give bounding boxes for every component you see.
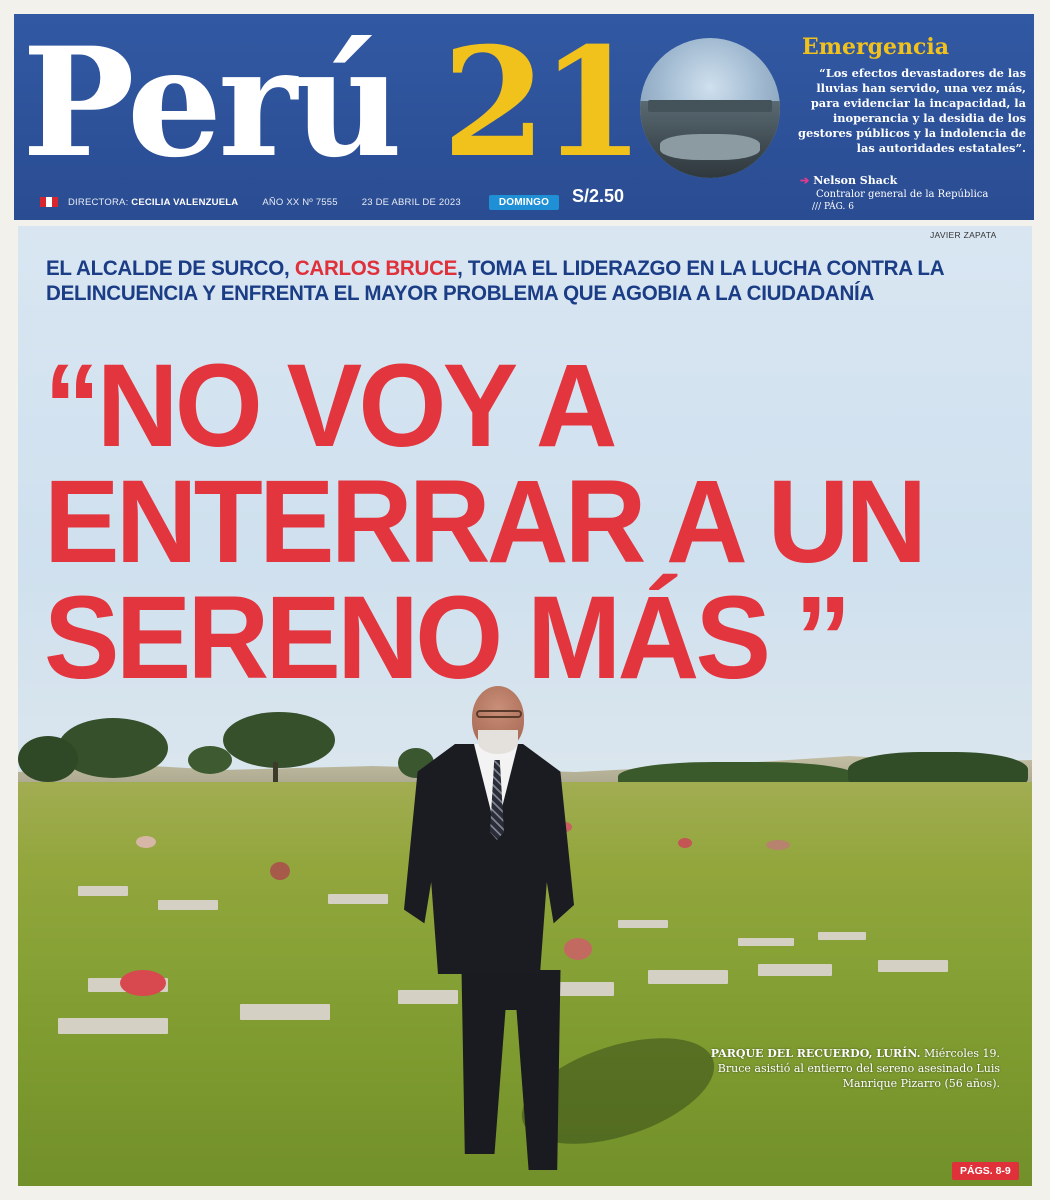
teaser-title: Emergencia [802,34,950,60]
teaser-author-role: Contralor general de la República [816,189,989,200]
masthead [14,14,1034,220]
main-headline [44,340,924,704]
grave-plaque [158,900,218,910]
day-badge: DOMINGO [489,195,559,210]
peru-flag-icon [40,197,58,207]
teaser-page-ref: /// PÁG. 6 [812,202,855,212]
grave-plaque [818,932,866,940]
logo-word: Perú [22,15,399,191]
teaser-photo [640,38,780,178]
grave-plaque [78,886,128,896]
issue-date: 23 DE ABRIL DE 2023 [361,196,461,208]
man-beard [478,730,518,754]
teaser-author: ➔ Nelson Shack Contralor general de la República /// PÁG. 6 [800,174,1030,212]
grave-plaque [240,1004,330,1020]
tree [18,736,78,782]
flower-arrangement [766,840,790,850]
grave-plaque [738,938,794,946]
flower-arrangement [564,938,592,960]
teaser-quote: “Los efectos devastadores de las lluvias han servido, una vez más, para evidenciar la incapacidad, la inoperancia y la desidia de los gestores públicos y la indolencia de las autoridades estatales”. [798,66,1026,155]
deck-headline: EL ALCALDE DE SURCO, CARLOS BRUCE, TOMA EL LIDERAZGO EN LA LUCHA CONTRA LA DELINCUENCIA Y ENFRENTA EL MAYOR PROBLEMA QUE AGOBIA A LA CIUDADANÍA [46,257,944,305]
deck-highlight-name: CARLOS BRUCE [294,257,458,280]
logo-number: 21 [442,15,639,191]
grave-plaque [648,970,728,984]
flower-arrangement [136,836,156,848]
issue-number: AÑO XX Nº 7555 [262,196,338,208]
tree [223,712,335,768]
flower-arrangement [678,838,692,848]
arrow-right-icon: ➔ [800,174,810,187]
pages-reference: PÁGS. 8-9 [952,1162,1019,1180]
headline-line-2: ENTERRAR A UN [44,456,924,588]
glasses-icon [476,710,522,718]
flower-arrangement [120,970,166,996]
director: DIRECTORA: CECILIA VALENZUELA [68,196,239,208]
photo-caption: PARQUE DEL RECUERDO, LURÍN. Miércoles 19. Bruce asistió al entierro del sereno asesinado Luis Manrique Pizarro (56 años). [710,1047,1000,1090]
photo-credit: JAVIER ZAPATA [930,230,997,240]
tree [188,746,232,774]
headline-line-3: SERENO MÁS ” [44,572,848,704]
flower-arrangement [270,862,290,880]
grave-plaque [328,894,388,904]
price: S/2.50 [572,186,625,206]
grave-plaque [758,964,832,976]
headline-line-1: “NO VOY A [44,340,614,472]
grave-plaque [878,960,948,972]
grave-plaque [398,990,458,1004]
grave-plaque [58,1018,168,1034]
issue-meta [40,192,559,212]
grave-plaque [618,920,668,928]
